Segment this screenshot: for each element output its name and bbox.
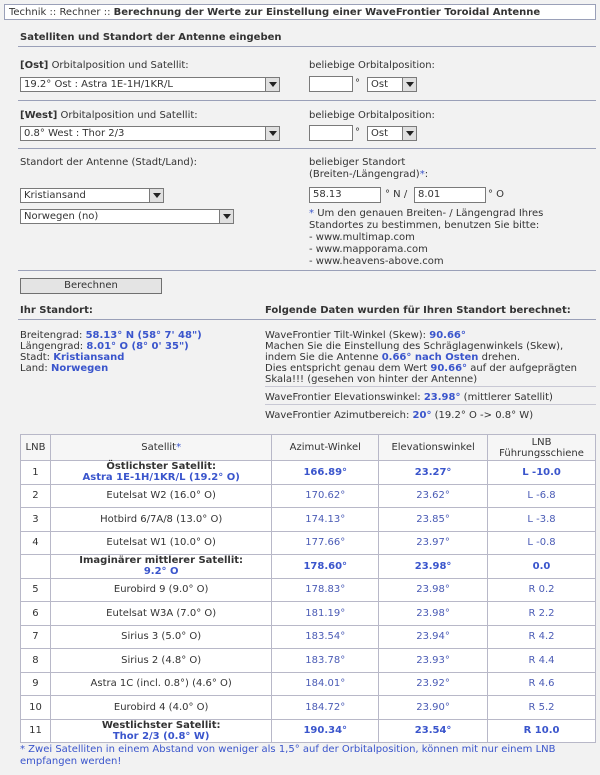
cell-azimuth [272,719,379,743]
cell-elevation-value: 23.85° [416,513,450,525]
cell-lnb [21,531,51,555]
city-select[interactable] [20,188,164,203]
west-label [20,110,198,121]
divider [18,46,596,47]
divider [265,386,596,387]
cell-azimuth [272,602,379,626]
elevation-value: 23.98° [423,392,461,403]
location-note-2: Standortes zu bestimmen, benutzen Sie bitte: [309,220,540,231]
chevron-down-icon [402,127,416,140]
latitude-input[interactable]: 58.13 [309,187,381,203]
location-label: Standort der Antenne (Stadt/Land): [20,157,198,168]
tilt-instruction-3c: auf der aufgeprägten [470,363,578,374]
cell-azimuth-value: 181.19° [305,607,346,619]
azimuth-value: 20° [412,410,432,421]
breadcrumb-separator: :: [49,7,57,18]
cell-elevation [379,578,488,602]
column-header-rail-2: Führungsschiene [499,447,584,459]
west-any-label: beliebige Orbitalposition: [309,110,435,121]
divider [18,100,596,101]
column-header-rail-1: LNB [531,436,552,448]
table-row [21,531,596,555]
cell-rail-value: L -0.8 [527,537,556,549]
footnote-star: * [176,442,182,453]
tilt-instruction-2 [265,352,520,363]
cell-satellite [50,508,271,532]
elevation-label: WaveFrontier Elevationswinkel: [265,392,421,403]
tilt-instruction-3 [265,363,577,374]
cell-azimuth [272,508,379,532]
cell-lnb [21,625,51,649]
tilt-value: 90.66° [429,330,466,341]
cell-satellite [50,578,271,602]
any-location-label-text: (Breiten-/Längengrad) [309,169,420,180]
longitude-result-value: 8.01° O (8° 0' 35") [86,341,189,352]
cell-elevation [379,531,488,555]
cell-azimuth [272,696,379,720]
east-any-position-input[interactable] [309,76,353,92]
cell-azimuth [272,461,379,485]
cell-rail-value: R 4.4 [528,654,555,666]
east-label [20,60,189,71]
table-row [21,578,596,602]
degree-sign: ° [355,127,360,138]
results-table [20,434,596,743]
east-satellite-value: 19.2° Ost : Astra 1E-1H/1KR/L [24,79,173,90]
column-header-rail [488,435,596,461]
table-row [21,602,596,626]
satellite-name: Sirius 2 (4.8° O) [121,654,202,666]
cell-azimuth-value: 184.01° [305,678,346,690]
satellite-name: Hotbird 6/7A/8 (13.0° O) [100,513,223,525]
city-result-label: Stadt: [20,352,51,363]
cell-azimuth-value: 170.62° [305,490,346,502]
cell-satellite [50,719,271,743]
cell-elevation [379,602,488,626]
satellite-name: Thor 2/3 (0.8° W) [112,730,210,742]
footnote-star: * [419,169,425,180]
cell-azimuth-value: 183.54° [305,631,346,643]
cell-lnb-value: 10 [29,701,42,713]
elevation-note: (mittlerer Satellit) [463,392,553,403]
cell-azimuth-value: 184.72° [305,701,346,713]
cell-lnb-value: 9 [32,678,39,690]
cell-azimuth-value: 177.66° [305,537,346,549]
cell-azimuth-value: 190.34° [303,725,348,737]
column-header-azimuth: Azimut-Winkel [272,435,379,461]
table-row [21,461,596,485]
table-body [21,461,596,743]
table-row [21,719,596,743]
cell-azimuth-value: 183.78° [305,654,346,666]
breadcrumb-link-rechner[interactable]: Rechner [59,7,101,18]
cell-elevation [379,461,488,485]
west-direction-select[interactable] [367,126,417,141]
calculate-button[interactable]: Berechnen [20,278,162,294]
link-multimap[interactable]: - www.multimap.com [309,232,415,243]
cell-elevation-value: 23.94° [416,631,450,643]
cell-elevation [379,649,488,673]
cell-lnb [21,484,51,508]
cell-elevation-value: 23.62° [416,490,450,502]
degree-sign: ° [355,78,360,89]
satellite-name: Eurobird 4 (4.0° O) [113,701,209,713]
cell-lnb [21,649,51,673]
cell-azimuth-value: 178.83° [305,584,346,596]
location-note-1 [309,208,543,219]
cell-elevation-value: 23.98° [416,607,450,619]
any-location-label-2 [309,169,428,180]
footnote [20,744,596,768]
cell-elevation [379,719,488,743]
location-note-1-text: Um den genauen Breiten- / Längengrad Ihres [317,208,544,219]
column-header-satellite [50,435,271,461]
satellite-name: Eurobird 9 (9.0° O) [113,584,209,596]
cell-rail-value: R 0.2 [528,584,555,596]
east-direction-select[interactable] [367,77,417,92]
divider [18,148,596,149]
table-row [21,625,596,649]
chevron-down-icon [149,189,163,202]
azimuth-label: WaveFrontier Azimutbereich: [265,410,410,421]
link-mapporama[interactable]: - www.mapporama.com [309,244,428,255]
satellite-group-title: Westlichster Satellit: [101,719,221,731]
chevron-down-icon [265,78,279,91]
west-satellite-value: 0.8° West : Thor 2/3 [24,128,125,139]
cell-rail-value: R 10.0 [523,725,560,737]
table-row [21,672,596,696]
column-header-lnb: LNB [21,435,51,461]
cell-elevation-value: 23.93° [416,654,450,666]
longitude-input[interactable]: 8.01 [414,187,486,203]
cell-satellite [50,625,271,649]
cell-rail [488,555,596,579]
table-row [21,484,596,508]
cell-satellite [50,555,271,579]
cell-lnb-value: 7 [32,631,39,643]
link-heavens-above[interactable]: - www.heavens-above.com [309,256,444,267]
column-header-elevation: Elevationswinkel [379,435,488,461]
tilt-rotation-value: 0.66° nach Osten [381,352,479,363]
cell-lnb-value: 1 [32,466,39,478]
tilt-result [265,330,466,341]
cell-lnb-value: 3 [32,513,39,525]
country-result [20,363,108,374]
satellite-name: Eutelsat W2 (16.0° O) [106,490,216,502]
any-location-label-1: beliebiger Standort [309,157,406,168]
cell-lnb [21,696,51,720]
cell-lnb [21,672,51,696]
satellite-name: Astra 1E-1H/1KR/L (19.2° O) [82,472,240,484]
satellite-name: 9.2° O [143,566,179,578]
cell-rail-value: R 4.2 [528,631,555,643]
colon: : [424,169,429,180]
cell-rail [488,602,596,626]
cell-lnb-value: 2 [32,490,39,502]
cell-rail [488,672,596,696]
cell-lnb [21,508,51,532]
east-any-label: beliebige Orbitalposition: [309,60,435,71]
chevron-down-icon [402,78,416,91]
west-satellite-select[interactable] [20,126,280,141]
east-bracket: [Ost] [20,60,49,71]
cell-satellite [50,461,271,485]
footnote-star: * [309,208,314,219]
cell-elevation [379,508,488,532]
cell-azimuth [272,484,379,508]
satellite-group-title: Imaginärer mittlerer Satellit: [79,555,244,567]
city-value: Kristiansand [24,190,86,201]
cell-elevation-value: 23.54° [414,725,452,737]
section-title-input: Satelliten und Standort der Antenne eingeben [20,32,282,43]
cell-elevation [379,672,488,696]
east-direction-value: Ost [371,79,389,90]
breadcrumb-separator: :: [103,7,111,18]
tilt-instruction-3a: Dies entspricht genau dem Wert [265,363,428,374]
east-label-text: Orbitalposition und Satellit: [51,60,189,71]
east-satellite-select[interactable] [20,77,280,92]
tilt-instruction-2a: indem Sie die Antenne [265,352,379,363]
chevron-down-icon [265,127,279,140]
latitude-result-label: Breitengrad: [20,330,83,341]
satellite-name: Astra 1C (incl. 0.8°) (4.6° O) [90,678,232,690]
cell-rail [488,578,596,602]
latitude-result-value: 58.13° N (58° 7' 48") [85,330,202,341]
cell-elevation-value: 23.97° [416,537,450,549]
cell-rail [488,531,596,555]
cell-rail-value: R 4.6 [528,678,555,690]
cell-elevation-value: 23.98° [416,584,450,596]
breadcrumb [4,4,596,20]
city-result-value: Kristiansand [53,352,125,363]
cell-azimuth [272,672,379,696]
table-row [21,555,596,579]
cell-azimuth [272,649,379,673]
country-result-label: Land: [20,363,48,374]
longitude-result [20,341,189,352]
satellite-name: Eutelsat W3A (7.0° O) [106,607,217,619]
cell-lnb [21,719,51,743]
cell-rail [488,484,596,508]
west-label-text: Orbitalposition und Satellit: [60,110,198,121]
tilt-instruction-2c: drehen. [481,352,520,363]
standort-title: Ihr Standort: [20,305,93,316]
cell-elevation [379,484,488,508]
tilt-instruction-1: Machen Sie die Einstellung des Schräglagenwinkels (Skew), [265,341,564,352]
west-direction-value: Ost [371,128,389,139]
calc-title: Folgende Daten wurden für Ihren Standort berechnet: [265,305,571,316]
cell-azimuth-value: 178.60° [303,560,348,572]
divider [18,270,596,271]
table-row [21,508,596,532]
breadcrumb-link-technik[interactable]: Technik [9,7,47,18]
country-result-value: Norwegen [50,363,109,374]
west-any-position-input[interactable] [309,125,353,141]
west-bracket: [West] [20,110,58,121]
cell-satellite [50,602,271,626]
footnote-line-2: empfangen werden! [20,756,122,767]
column-header-satellite-text: Satellit [141,442,177,453]
cell-satellite [50,696,271,720]
table-row [21,649,596,673]
tilt-instruction-4: Skala!!! (gesehen von hinter der Antenne) [265,374,478,385]
cell-satellite [50,531,271,555]
cell-azimuth [272,625,379,649]
cell-elevation [379,696,488,720]
azimuth-note: (19.2° O -> 0.8° W) [434,410,534,421]
satellite-name: Sirius 3 (5.0° O) [121,631,202,643]
divider [265,404,596,405]
cell-satellite [50,649,271,673]
cell-elevation-value: 23.98° [414,560,452,572]
table-header-row [21,435,596,461]
cell-rail [488,696,596,720]
cell-rail [488,508,596,532]
longitude-unit: ° O [488,189,505,200]
country-select[interactable] [20,209,234,224]
cell-elevation [379,555,488,579]
cell-rail-value: 0.0 [532,560,551,572]
city-result [20,352,124,363]
longitude-result-label: Längengrad: [20,341,84,352]
elevation-result [265,392,553,403]
cell-elevation [379,625,488,649]
cell-rail [488,461,596,485]
satellite-group-title: Östlichster Satellit: [106,461,216,473]
cell-rail-value: L -10.0 [522,466,561,478]
divider [18,319,596,320]
page-title: Berechnung der Werte zur Einstellung einer WaveFrontier Toroidal Antenne [113,7,541,18]
cell-satellite [50,484,271,508]
table-row [21,696,596,720]
tilt-scale-value: 90.66° [430,363,468,374]
cell-rail-value: L -3.8 [527,513,556,525]
cell-lnb [21,602,51,626]
cell-azimuth-value: 174.13° [305,513,346,525]
country-value: Norwegen (no) [24,211,99,222]
cell-azimuth [272,578,379,602]
latitude-result [20,330,202,341]
tilt-label: WaveFrontier Tilt-Winkel (Skew): [265,330,427,341]
cell-lnb-value: 11 [29,725,42,737]
satellite-name: Eutelsat W1 (10.0° O) [106,537,216,549]
cell-elevation-value: 23.27° [414,466,452,478]
cell-lnb-value: 6 [32,607,39,619]
cell-rail-value: R 5.2 [528,701,555,713]
azimuth-result [265,410,533,421]
footnote-line-1: * Zwei Satelliten in einem Abstand von weniger als 1,5° auf der Orbitalposition, können mit nur einem LNB [20,744,556,755]
cell-azimuth [272,555,379,579]
cell-azimuth [272,531,379,555]
cell-lnb [21,555,51,579]
chevron-down-icon [219,210,233,223]
cell-rail [488,649,596,673]
cell-lnb-value: 4 [32,537,39,549]
cell-lnb [21,461,51,485]
cell-rail [488,719,596,743]
cell-elevation-value: 23.90° [416,701,450,713]
cell-rail [488,625,596,649]
cell-lnb-value: 5 [32,584,39,596]
cell-lnb [21,578,51,602]
cell-rail-value: L -6.8 [527,490,556,502]
cell-lnb-value: 8 [32,654,39,666]
cell-elevation-value: 23.92° [416,678,450,690]
cell-satellite [50,672,271,696]
cell-rail-value: R 2.2 [528,607,555,619]
latitude-unit: ° N / [385,189,408,200]
cell-azimuth-value: 166.89° [303,466,348,478]
